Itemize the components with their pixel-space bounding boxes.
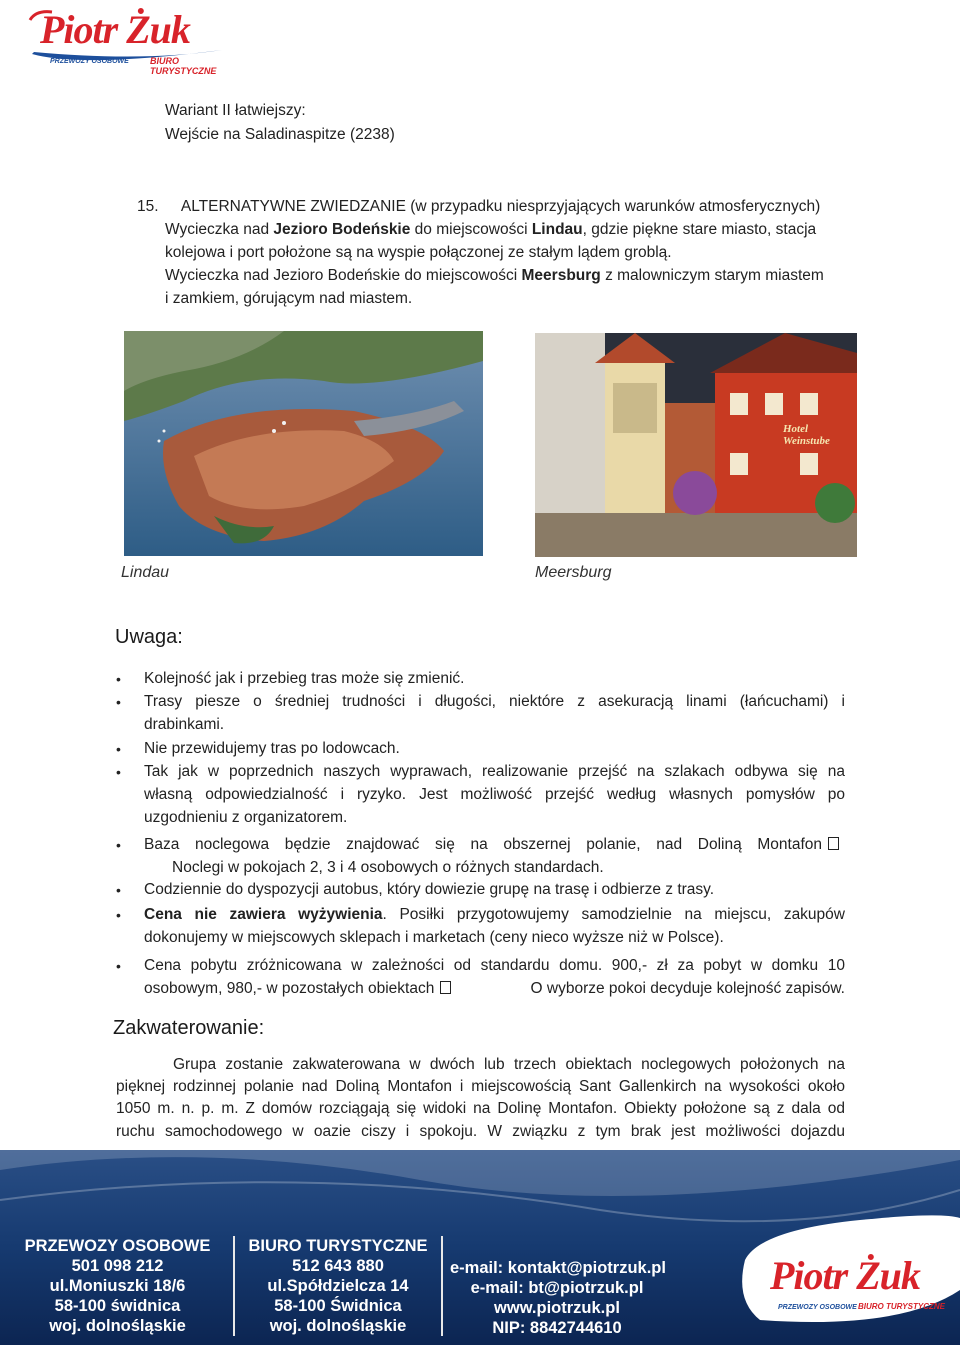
- section-title: ALTERNATYWNE ZWIEDZANIE: [180, 198, 406, 215]
- logo-sub-left: PRZEWOZY OSOBOWE: [50, 58, 129, 65]
- footer-col2-title: BIURO TURYSTYCZNE: [248, 1237, 428, 1255]
- section-title-rest: (w przypadku niesprzyjających warunków atmosferycznych): [405, 198, 821, 215]
- uwaga-item-2-line-2: drabinkami.: [144, 716, 225, 733]
- photo-lindau: [124, 331, 483, 556]
- uwaga-item-4-line-1: Tak jak w poprzednich naszych wyprawach, realizowanie przejść na szlakach odbywa się na: [144, 763, 845, 780]
- uwaga-item-5-line-2: Noclegi w pokojach 2, 3 i 4 osobowych o różnych standardach.: [172, 859, 604, 876]
- footer-col2-street: ul.Spółdzielcza 14: [267, 1277, 409, 1295]
- zakw-line-4: ruchu samochodowego w oazie ciszy i spokoju. W związku z tym brak jest możliwości dojazdu: [116, 1123, 845, 1140]
- footer-logo-brand: Piotr Żuk: [770, 1253, 920, 1298]
- uwaga-item-5-line-1: [144, 834, 845, 856]
- arrow-symbol-icon: [440, 981, 451, 994]
- photo-meersburg: [535, 333, 857, 557]
- uwaga-item-7-line-1: [144, 904, 845, 926]
- uwaga-item-2-line-1: Trasy piesze o średniej trudności i długości, niektóre z asekuracją linami (łańcuchami) i: [144, 693, 845, 710]
- uwaga-heading: Uwaga:: [115, 626, 183, 648]
- footer-col-travel: [240, 1236, 436, 1336]
- bullet-icon: •: [116, 958, 121, 974]
- bullet-icon: •: [116, 882, 121, 898]
- top-logo: [22, 6, 242, 76]
- variant-line-2: Wejście na Saladinaspitze (2238): [165, 126, 395, 143]
- footer-divider: [441, 1236, 443, 1336]
- text-span: z malowniczym starym miastem: [600, 267, 824, 284]
- town-lindau: Lindau: [531, 221, 583, 238]
- variant-line-1: Wariant II łatwiejszy:: [165, 102, 306, 119]
- town-meersburg: Meersburg: [521, 267, 601, 284]
- uwaga-item-3: Nie przewidujemy tras po lodowcach.: [144, 740, 400, 757]
- text-span: do miejscowości: [410, 221, 532, 238]
- text-span: . Posiłki przygotowujemy samodzielnie na miejscu, zakupów: [382, 906, 845, 923]
- price-note-bold: Cena nie zawiera wyżywienia: [144, 906, 383, 923]
- footer-col1-title: PRZEWOZY OSOBOWE: [24, 1237, 211, 1255]
- uwaga-item-4-line-2: własną odpowiedzialność i ryzyko. Jest możliwość przejść według własnych pomysłów po: [144, 786, 845, 803]
- bullet-icon: •: [116, 671, 121, 687]
- footer-col-transport: [10, 1236, 225, 1336]
- bullet-icon: •: [116, 764, 121, 780]
- bullet-icon: •: [116, 694, 121, 710]
- footer-email-2[interactable]: e-mail: bt@piotrzuk.pl: [470, 1279, 644, 1297]
- bullet-icon: •: [116, 741, 121, 757]
- uwaga-item-8-line-2: [144, 978, 845, 1000]
- uwaga-item-7-line-2: dokonujemy w miejscowych sklepach i marketach (ceny nieco wyższe niż w Polsce).: [144, 929, 724, 946]
- footer-divider: [233, 1236, 235, 1336]
- footer-website[interactable]: www.piotrzuk.pl: [494, 1299, 620, 1317]
- footer-logo-sub-right: BIURO TURYSTYCZNE: [858, 1302, 945, 1311]
- section-15-line-3: [165, 265, 824, 287]
- footer-logo-sub-left: PRZEWOZY OSOBOWE: [778, 1304, 857, 1311]
- uwaga-item-8-line-1: Cena pobytu zróżnicowana w zależności od standardu domu. 900,- zł za pobyt w domku 10: [144, 957, 845, 974]
- text-span: , gdzie piękne stare miasto, stacja: [582, 221, 817, 238]
- footer-col1-region: woj. dolnośląskie: [49, 1317, 186, 1335]
- footer-email-1[interactable]: e-mail: kontakt@piotrzuk.pl: [450, 1259, 666, 1277]
- caption-lindau: Lindau: [121, 564, 170, 581]
- arrow-symbol-icon: [828, 837, 839, 850]
- zakw-line-3: 1050 m. n. p. m. Z domów rozciągają się widoki na Dolinę Montafon. Obiekty położone są z dala od: [116, 1100, 845, 1117]
- caption-meersburg: Meersburg: [535, 564, 612, 581]
- zakw-line-1: Grupa zostanie zakwaterowana w dwóch lub trzech obiektach noclegowych położonych na: [173, 1056, 845, 1073]
- footer-col2-phone: 512 643 880: [292, 1257, 384, 1275]
- zakw-line-2: pięknej rodzinnej polanie nad Doliną Montafon i miejscowością Sant Gallenkirch na wysokości około: [116, 1078, 845, 1095]
- section-number: 15.: [137, 198, 159, 215]
- section-15-line-1: [165, 219, 816, 241]
- lake-name: Jezioro Bodeńskie: [273, 221, 411, 238]
- text-span: O wyborze pokoi decyduje kolejność zapisów.: [530, 980, 845, 997]
- footer-col1-phone: 501 098 212: [71, 1257, 164, 1275]
- logo-brand-text: Piotr Żuk: [40, 7, 190, 52]
- text-span: osobowym, 980,- w pozostałych obiektach: [144, 980, 435, 997]
- bullet-icon: •: [116, 907, 121, 923]
- footer-col2-region: woj. dolnośląskie: [269, 1317, 407, 1335]
- uwaga-item-5-text: Baza noclegowa będzie znajdować się na obszernej polanie, nad Doliną Montafon: [144, 836, 822, 853]
- footer-nip: NIP: 8842744610: [492, 1319, 622, 1337]
- zakwaterowanie-heading: Zakwaterowanie:: [113, 1017, 265, 1039]
- footer-col-contact: [450, 1258, 664, 1338]
- section-15-line-2: kolejowa i port położone są na wyspie połączonej ze stałym lądem groblą.: [165, 244, 672, 261]
- bullet-icon: •: [116, 837, 121, 853]
- uwaga-item-6: Codziennie do dyspozycji autobus, który dowiezie grupę na trasę i odbierze z trasy.: [144, 881, 715, 898]
- section-15-heading: [137, 196, 820, 218]
- footer-col1-street: ul.Moniuszki 18/6: [49, 1277, 186, 1295]
- footer-col2-city: 58-100 Świdnica: [274, 1297, 402, 1315]
- text-span: Wycieczka nad: [165, 221, 274, 238]
- text-span: Wycieczka nad Jezioro Bodeńskie do miejscowości: [165, 267, 522, 284]
- logo-sub-right: BIURO TURYSTYCZNE: [150, 56, 217, 76]
- uwaga-item-4-line-3: uzgodnieniu z organizatorem.: [144, 809, 348, 826]
- footer-col1-city: 58-100 świdnica: [54, 1297, 181, 1315]
- section-15-line-4: i zamkiem, górującym nad miastem.: [165, 290, 413, 307]
- uwaga-item-1: Kolejność jak i przebieg tras może się zmienić.: [144, 670, 465, 687]
- hotel-sign: Hotel Weinstube: [783, 423, 830, 447]
